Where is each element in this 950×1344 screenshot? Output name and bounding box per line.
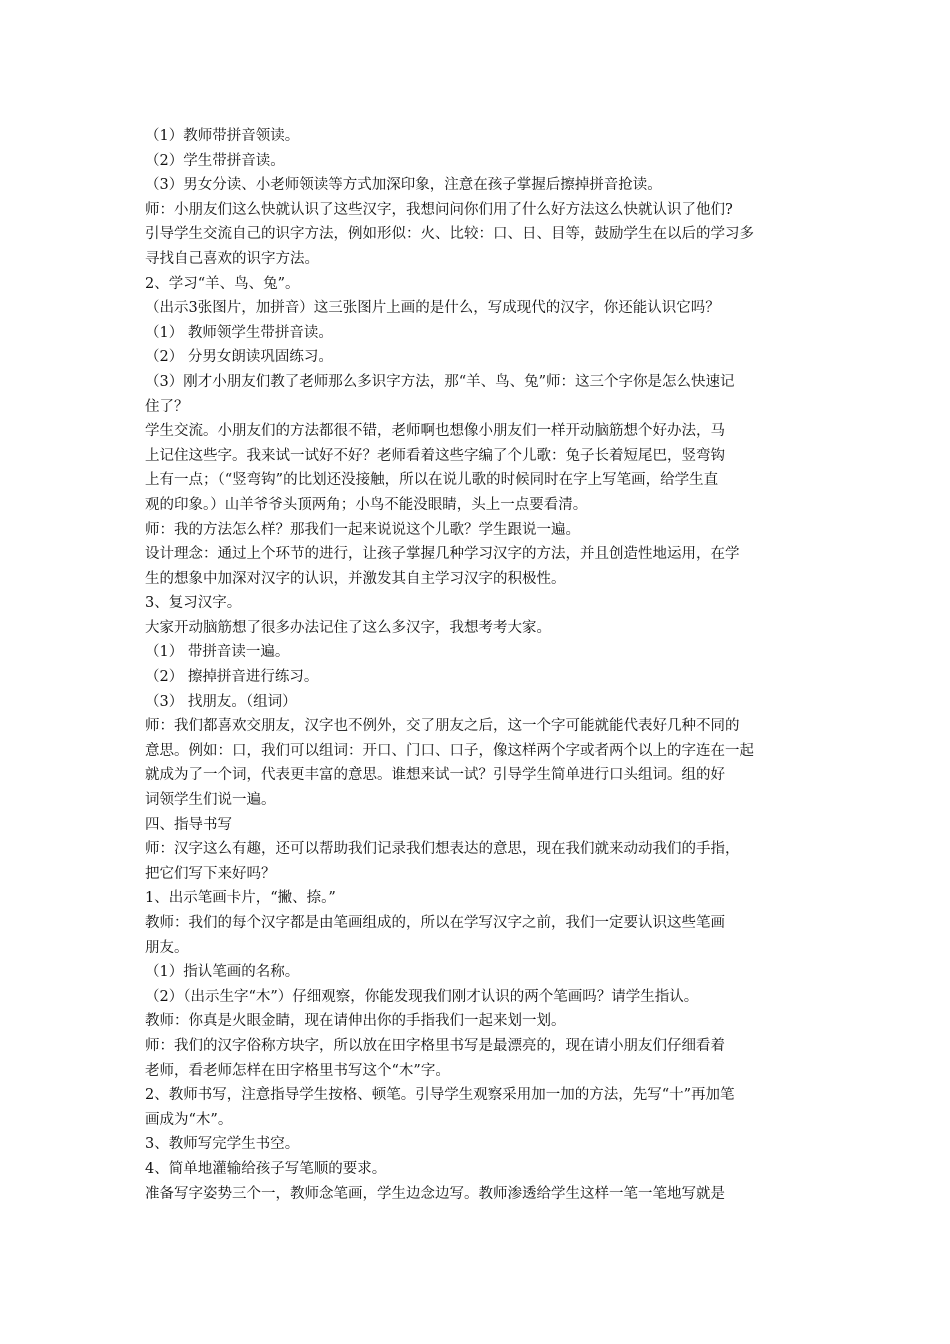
text-line: 上记住这些字。我来试一试好不好？老师看着这些字编了个儿歌：兔子长着短尾巴，竖弯钩 bbox=[145, 447, 725, 464]
text-line: 教师：我们的每个汉字都是由笔画组成的，所以在学写汉字之前，我们一定要认识这些笔画 bbox=[145, 915, 725, 931]
section-heading: 4、简单地灌输给孩子写笔顺的要求。 bbox=[145, 1160, 387, 1177]
text-line: 住了？ bbox=[145, 398, 189, 415]
text-line: 上有一点；（“竖弯钩”的比划还没接触，所以在说儿歌的时候同时在字上写笔画，给学生直 bbox=[145, 472, 719, 489]
section-heading: 3、教师写完学生书空。 bbox=[145, 1136, 300, 1153]
text-line: 师：小朋友们这么快就认识了这些汉字，我想问问你们用了什么好方法这么快就认识了他们? bbox=[145, 201, 733, 218]
section-heading: 3、复习汉字。 bbox=[145, 595, 242, 612]
text-line: （2）学生带拼音读。 bbox=[145, 152, 285, 169]
text-line: 大家开动脑筋想了很多办法记住了这么多汉字，我想考考大家。 bbox=[145, 619, 551, 636]
document-page bbox=[145, 124, 815, 1206]
text-line: 师：我们都喜欢交朋友，汉字也不例外，交了朋友之后，这一个字可能就能代表好几种不同的 bbox=[145, 718, 740, 735]
text-line: 准备写字姿势三个一，教师念笔画，学生边念边写。教师渗透给学生这样一笔一笔地写就是 bbox=[145, 1185, 725, 1202]
text-line: 寻找自己喜欢的识字方法。 bbox=[145, 250, 319, 267]
text-line: 学生交流。小朋友们的方法都很不错，老师啊也想像小朋友们一样开动脑筋想个好办法，马 bbox=[145, 423, 725, 440]
text-line: 设计理念：通过上个环节的进行，让孩子掌握几种学习汉字的方法，并且创造性地运用，在学 bbox=[145, 546, 740, 563]
text-line: （1） 教师领学生带拼音读。 bbox=[145, 324, 333, 341]
text-line: 画成为“木”。 bbox=[145, 1111, 233, 1128]
text-line: （2） 分男女朗读巩固练习。 bbox=[145, 349, 333, 366]
text-line: 生的想象中加深对汉字的认识，并激发其自主学习汉字的积极性。 bbox=[145, 570, 566, 587]
text-line: （3）男女分读、小老师领读等方式加深印象，注意在孩子掌握后擦掉拼音抢读。 bbox=[145, 177, 662, 194]
text-line: （2） 擦掉拼音进行练习。 bbox=[145, 669, 319, 686]
section-heading: 2、教师书写，注意指导学生按格、顿笔。引导学生观察采用加一加的方法，先写“十”再加笔 bbox=[145, 1087, 735, 1104]
text-line: 意思。例如：口，我们可以组词：开口、门口、口子，像这样两个字或者两个以上的字连在一起 bbox=[145, 742, 754, 759]
section-heading: 2、学习“羊、鸟、兔”。 bbox=[145, 275, 300, 292]
text-line: （1） 带拼音读一遍。 bbox=[145, 644, 290, 661]
text-line: 把它们写下来好吗？ bbox=[145, 865, 276, 882]
text-line: （1）教师带拼音领读。 bbox=[145, 128, 300, 144]
text-line: 词领学生们说一遍。 bbox=[145, 792, 276, 809]
text-line: 观的印象。）山羊爷爷头顶两角；小鸟不能没眼睛，头上一点要看清。 bbox=[145, 496, 588, 513]
text-line: 师：汉字这么有趣，还可以帮助我们记录我们想表达的意思，现在我们就来动动我们的手指， bbox=[145, 841, 740, 858]
text-line: 就成为了一个词，代表更丰富的意思。谁想来试一试？引导学生简单进行口头组词。组的好 bbox=[145, 767, 725, 784]
text-line: 朋友。 bbox=[145, 939, 189, 956]
text-line: 师：我们的汉字俗称方块字，所以放在田字格里书写是最漂亮的，现在请小朋友们仔细看着 bbox=[145, 1037, 725, 1054]
text-line: （出示3张图片，加拼音）这三张图片上画的是什么，写成现代的汉字，你还能认识它吗？ bbox=[145, 300, 720, 317]
section-heading: 1、出示笔画卡片，“撇、捺。” bbox=[145, 890, 336, 907]
text-line: （3）刚才小朋友们教了老师那么多识字方法，那“羊、鸟、兔”师：这三个字你是怎么快速记 bbox=[145, 373, 735, 390]
text-line: （3） 找朋友。（组词） bbox=[145, 693, 297, 710]
text-line: （2）（出示生字“木”）仔细观察，你能发现我们刚才认识的两个笔画吗？请学生指认。 bbox=[145, 988, 699, 1005]
section-heading: 四、指导书写 bbox=[145, 816, 232, 833]
text-line: 老师，看老师怎样在田字格里书写这个“木”字。 bbox=[145, 1062, 450, 1079]
text-line: 师：我的方法怎么样？那我们一起来说说这个儿歌？学生跟说一遍。 bbox=[145, 521, 580, 538]
text-line: 引导学生交流自己的识字方法，例如形似：火、比较：口、日、目等，鼓励学生在以后的学习多 bbox=[145, 226, 754, 243]
text-line: （1）指认笔画的名称。 bbox=[145, 964, 300, 981]
text-line: 教师：你真是火眼金睛，现在请伸出你的手指我们一起来划一划。 bbox=[145, 1013, 566, 1030]
